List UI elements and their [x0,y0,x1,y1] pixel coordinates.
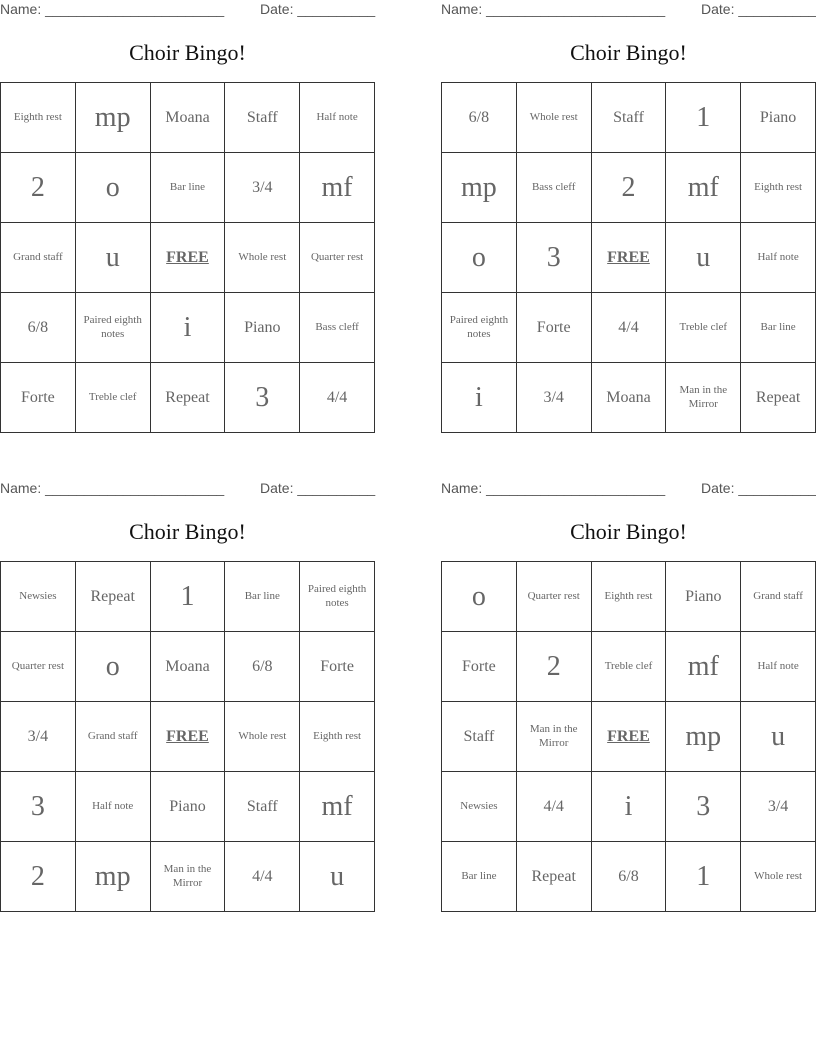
bingo-cell: o [75,632,150,702]
bingo-cell: 2 [1,153,76,223]
bingo-cell: mf [666,153,741,223]
bingo-cell: Piano [666,562,741,632]
bingo-cell: Bar line [442,842,517,912]
bingo-cell: Repeat [150,363,225,433]
bingo-cell: 3/4 [225,153,300,223]
bingo-cell: Paired eighth notes [300,562,375,632]
bingo-cell: Half note [75,772,150,842]
bingo-cell: Grand staff [1,223,76,293]
bingo-cell: Bar line [225,562,300,632]
bingo-cell: Moana [150,632,225,702]
bingo-cell: i [442,363,517,433]
bingo-cell: u [75,223,150,293]
bingo-cell: Quarter rest [300,223,375,293]
bingo-cell: FREE [150,702,225,772]
bingo-cell: 3 [666,772,741,842]
name-field-label: Name: _______________________ [441,480,666,496]
bingo-cell: mf [300,153,375,223]
bingo-cell: 1 [666,83,741,153]
bingo-row [442,562,816,632]
bingo-cell: 6/8 [1,293,76,363]
name-field-label: Name: _______________________ [0,480,225,496]
bingo-cell: Eighth rest [300,702,375,772]
bingo-cell: Staff [442,702,517,772]
bingo-row [442,293,816,363]
bingo-cell: mp [75,83,150,153]
bingo-row [442,223,816,293]
bingo-row [1,562,375,632]
bingo-cell: Staff [225,772,300,842]
name-date-row [0,480,375,500]
bingo-cell: 4/4 [300,363,375,433]
date-field-label: Date: __________ [701,480,816,496]
bingo-row [1,702,375,772]
bingo-cell: Half note [300,83,375,153]
bingo-cell: Quarter rest [1,632,76,702]
bingo-cell: Repeat [741,363,816,433]
bingo-cell: Half note [741,632,816,702]
bingo-cell: Moana [591,363,666,433]
bingo-cell: i [150,293,225,363]
bingo-cell: 3 [1,772,76,842]
bingo-row [442,632,816,702]
name-date-row [441,480,816,500]
bingo-grid [0,561,375,912]
bingo-cell: Whole rest [516,83,591,153]
bingo-cell: Moana [150,83,225,153]
bingo-cell: Piano [225,293,300,363]
bingo-cell: 4/4 [516,772,591,842]
bingo-cell: Forte [1,363,76,433]
bingo-grid [0,82,375,433]
bingo-cell: Treble clef [591,632,666,702]
bingo-cell: 6/8 [225,632,300,702]
bingo-cell: o [75,153,150,223]
card-title: Choir Bingo! [570,40,687,65]
name-field-label: Name: _______________________ [0,1,225,17]
date-field-label: Date: __________ [701,1,816,17]
card-title: Choir Bingo! [129,519,246,544]
bingo-cell: FREE [591,702,666,772]
bingo-row [442,702,816,772]
bingo-cell: Bar line [741,293,816,363]
bingo-cell: 1 [666,842,741,912]
bingo-row [1,293,375,363]
bingo-cell: Man in the Mirror [516,702,591,772]
bingo-cell: Treble clef [666,293,741,363]
name-date-row [0,1,375,21]
bingo-row [442,153,816,223]
bingo-row [442,363,816,433]
bingo-row [1,632,375,702]
bingo-cell: FREE [591,223,666,293]
bingo-row [1,772,375,842]
bingo-cell: Eighth rest [1,83,76,153]
bingo-cell: Newsies [1,562,76,632]
bingo-cell: Bass cleff [516,153,591,223]
bingo-cell: Treble clef [75,363,150,433]
bingo-cell: Forte [442,632,517,702]
bingo-cell: 6/8 [591,842,666,912]
bingo-cell: 3 [225,363,300,433]
bingo-cell: Piano [741,83,816,153]
bingo-cell: u [300,842,375,912]
bingo-cell: 3/4 [516,363,591,433]
bingo-row [442,83,816,153]
bingo-cell: i [591,772,666,842]
bingo-row [1,363,375,433]
name-date-row [441,1,816,21]
bingo-cell: Repeat [516,842,591,912]
bingo-cell: mf [300,772,375,842]
bingo-cell: Man in the Mirror [666,363,741,433]
bingo-cell: Half note [741,223,816,293]
bingo-cell: 3/4 [741,772,816,842]
bingo-cell: u [741,702,816,772]
bingo-cell: Bar line [150,153,225,223]
bingo-cell: 2 [1,842,76,912]
bingo-cell: mp [666,702,741,772]
bingo-cell: Forte [300,632,375,702]
bingo-cell: 3/4 [1,702,76,772]
bingo-cell: Grand staff [741,562,816,632]
bingo-row [1,153,375,223]
bingo-cell: Grand staff [75,702,150,772]
bingo-cell: o [442,562,517,632]
bingo-cell: Repeat [75,562,150,632]
bingo-cell: Quarter rest [516,562,591,632]
bingo-cell: 4/4 [591,293,666,363]
bingo-grid [441,82,816,433]
bingo-cell: Man in the Mirror [150,842,225,912]
bingo-row [1,842,375,912]
bingo-cell: Paired eighth notes [75,293,150,363]
card-title: Choir Bingo! [570,519,687,544]
bingo-cell: FREE [150,223,225,293]
name-field-label: Name: _______________________ [441,1,666,17]
bingo-row [1,83,375,153]
bingo-row [1,223,375,293]
bingo-cell: Eighth rest [591,562,666,632]
bingo-cell: Piano [150,772,225,842]
bingo-cell: mp [75,842,150,912]
card-title: Choir Bingo! [129,40,246,65]
bingo-cell: mp [442,153,517,223]
bingo-cell: 4/4 [225,842,300,912]
bingo-cell: 2 [516,632,591,702]
bingo-cell: Staff [225,83,300,153]
date-field-label: Date: __________ [260,1,376,17]
date-field-label: Date: __________ [260,480,376,496]
bingo-grid [441,561,816,912]
bingo-row [442,842,816,912]
bingo-cell: Eighth rest [741,153,816,223]
bingo-row [442,772,816,842]
bingo-cell: 6/8 [442,83,517,153]
bingo-cell: Bass cleff [300,293,375,363]
bingo-cell: Whole rest [225,223,300,293]
bingo-cell: u [666,223,741,293]
bingo-cell: mf [666,632,741,702]
bingo-cell: o [442,223,517,293]
bingo-cell: 1 [150,562,225,632]
bingo-cell: Paired eighth notes [442,293,517,363]
bingo-cell: Newsies [442,772,517,842]
bingo-cell: Whole rest [741,842,816,912]
bingo-cell: 2 [591,153,666,223]
bingo-cell: Staff [591,83,666,153]
bingo-cell: 3 [516,223,591,293]
bingo-cell: Forte [516,293,591,363]
bingo-cell: Whole rest [225,702,300,772]
